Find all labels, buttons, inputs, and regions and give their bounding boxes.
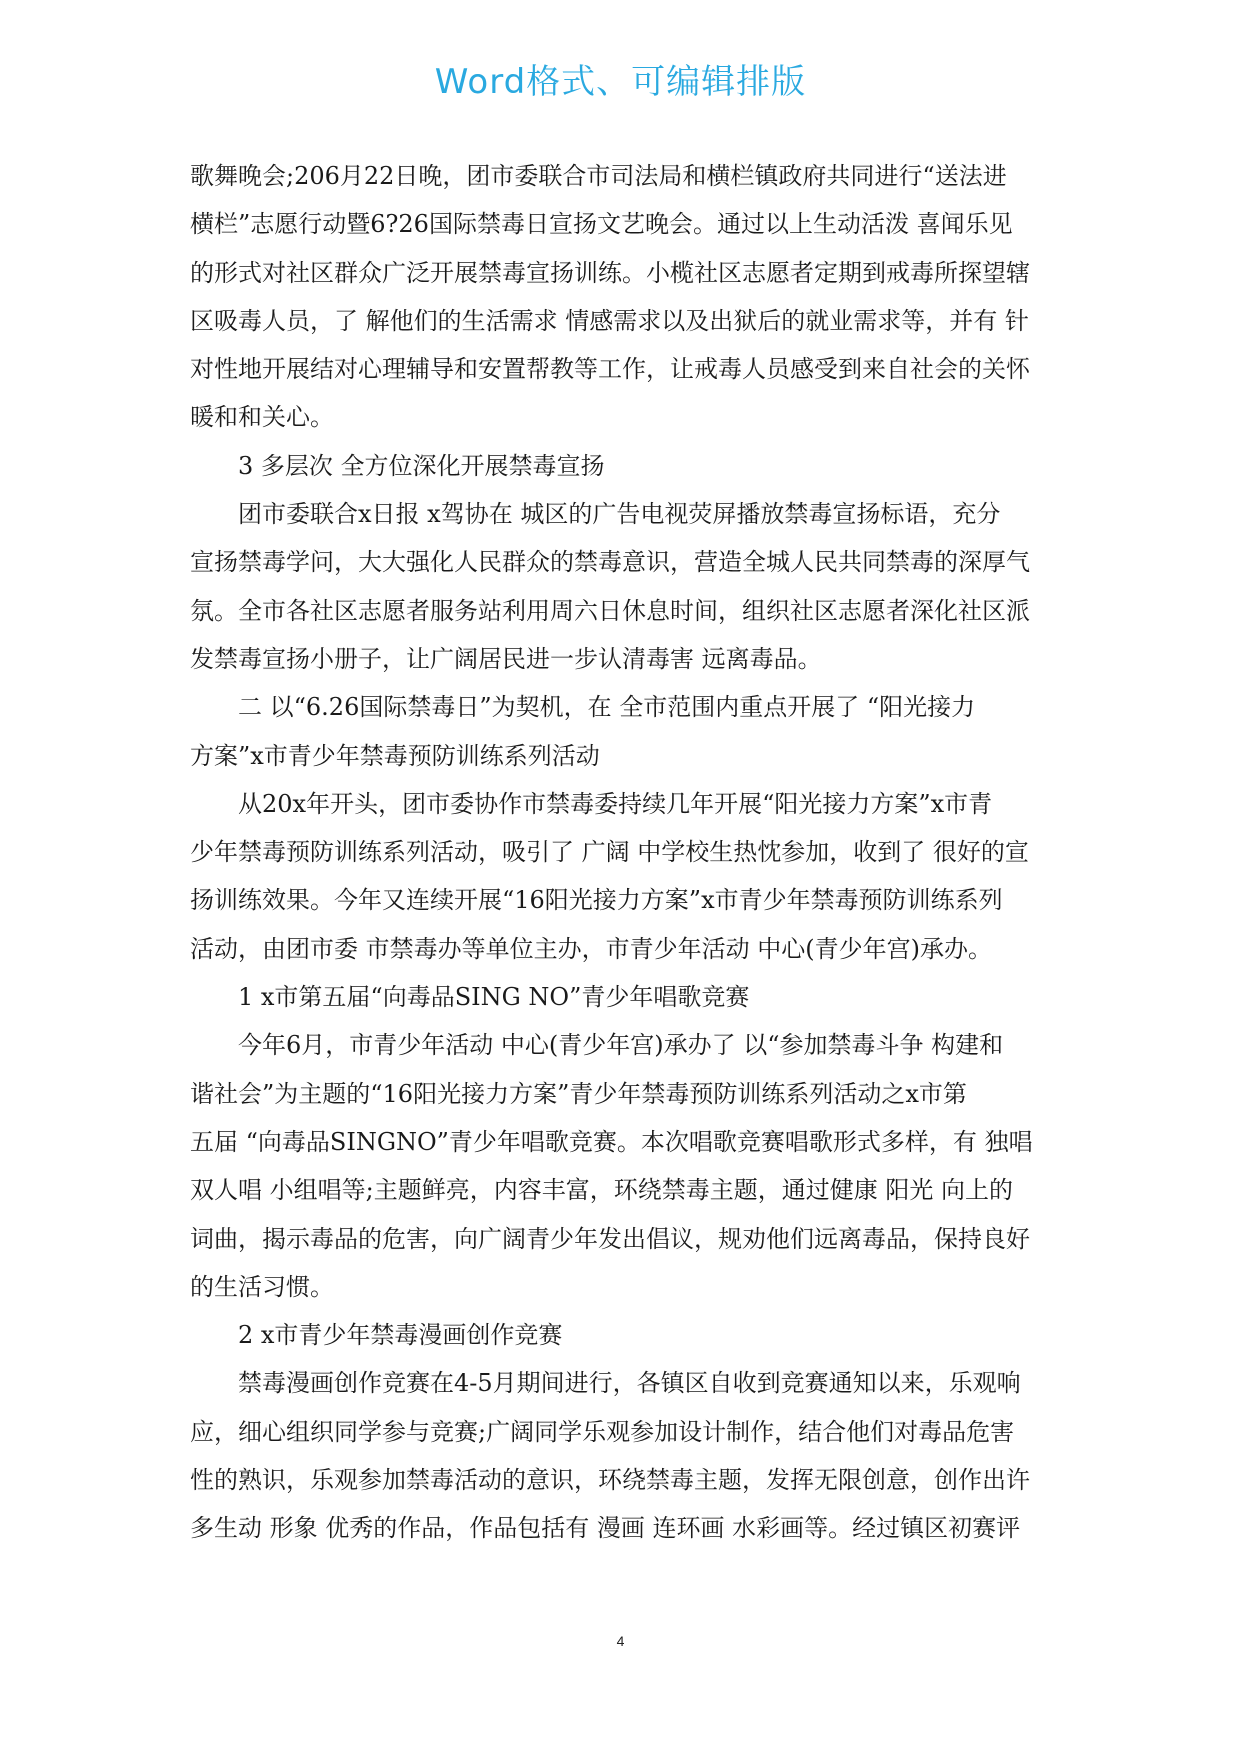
text-line: 今年6月，市青少年活动 中心(青少年宫)承办了 以“参加禁毒斗争 构建和 — [238, 1031, 1004, 1060]
text-line: 团市委联合x日报 x驾协在 城区的广告电视荧屏播放禁毒宣扬标语，充分 — [238, 500, 1001, 529]
text-line: 2 x市青少年禁毒漫画创作竞赛 — [238, 1321, 563, 1350]
text-line: 3 多层次 全方位深化开展禁毒宣扬 — [238, 451, 605, 480]
text-line: 双人唱 小组唱等;主题鲜亮，内容丰富，环绕禁毒主题，通过健康 阳光 向上的 — [190, 1176, 1013, 1205]
text-line: 从20x年开头，团市委协作市禁毒委持续几年开展“阳光接力方案”x市青 — [238, 789, 993, 818]
text-line: 横栏”志愿行动暨6?26国际禁毒日宣扬文艺晚会。通过以上生动活泼 喜闻乐见 — [190, 210, 1013, 239]
text-line: 暖和和关心。 — [190, 403, 334, 432]
text-line: 的生活习惯。 — [190, 1272, 334, 1301]
text-line: 对性地开展结对心理辅导和安置帮教等工作，让戒毒人员感受到来自社会的关怀 — [190, 355, 1030, 384]
page-number: 4 — [616, 1633, 625, 1649]
text-line: 性的熟识，乐观参加禁毒活动的意识，环绕禁毒主题，发挥无限创意，创作出许 — [190, 1466, 1030, 1495]
text-line: 氛。全市各社区志愿者服务站利用周六日休息时间，组织社区志愿者深化社区派 — [190, 596, 1030, 625]
text-line: 少年禁毒预防训练系列活动，吸引了 广阔 中学校生热忱参加，收到了 很好的宣 — [190, 838, 1029, 867]
document-body — [190, 152, 1050, 1553]
text-line: 宣扬禁毒学问，大大强化人民群众的禁毒意识，营造全城人民共同禁毒的深厚气 — [190, 548, 1030, 577]
text-line: 1 x市第五届“向毒品SING NO”青少年唱歌竞赛 — [238, 983, 750, 1012]
text-line: 五届 “向毒品SINGNO”青少年唱歌竞赛。本次唱歌竞赛唱歌形式多样，有 独唱 — [190, 1127, 1033, 1156]
text-line: 禁毒漫画创作竞赛在4-5月期间进行，各镇区自收到竞赛通知以来，乐观响 — [238, 1369, 1021, 1398]
text-line: 扬训练效果。今年又连续开展“16阳光接力方案”x市青少年禁毒预防训练系列 — [190, 886, 1003, 915]
text-line: 活动，由团市委 市禁毒办等单位主办，市青少年活动 中心(青少年宫)承办。 — [190, 934, 992, 963]
text-line: 多生动 形象 优秀的作品，作品包括有 漫画 连环画 水彩画等。经过镇区初赛评 — [190, 1514, 1021, 1543]
page-header-title: Word格式、可编辑排版 — [434, 62, 807, 102]
text-line: 的形式对社区群众广泛开展禁毒宣扬训练。小榄社区志愿者定期到戒毒所探望辖 — [190, 258, 1030, 287]
text-line: 谐社会”为主题的“16阳光接力方案”青少年禁毒预防训练系列活动之x市第 — [190, 1079, 967, 1108]
text-line: 区吸毒人员，了 解他们的生活需求 情感需求以及出狱后的就业需求等，并有 针 — [190, 306, 1029, 335]
text-line: 应，细心组织同学参与竞赛;广阔同学乐观参加设计制作，结合他们对毒品危害 — [190, 1417, 1015, 1446]
text-line: 词曲，揭示毒品的危害，向广阔青少年发出倡议，规劝他们远离毒品，保持良好 — [190, 1224, 1030, 1253]
text-line: 歌舞晚会;206月22日晚，团市委联合市司法局和横栏镇政府共同进行“送法进 — [190, 162, 1007, 190]
text-line: 发禁毒宣扬小册子，让广阔居民进一步认清毒害 远离毒品。 — [190, 644, 822, 673]
text-line: 方案”x市青少年禁毒预防训练系列活动 — [190, 741, 600, 770]
text-line: 二 以“6.26国际禁毒日”为契机，在 全市范围内重点开展了 “阳光接力 — [238, 693, 976, 722]
